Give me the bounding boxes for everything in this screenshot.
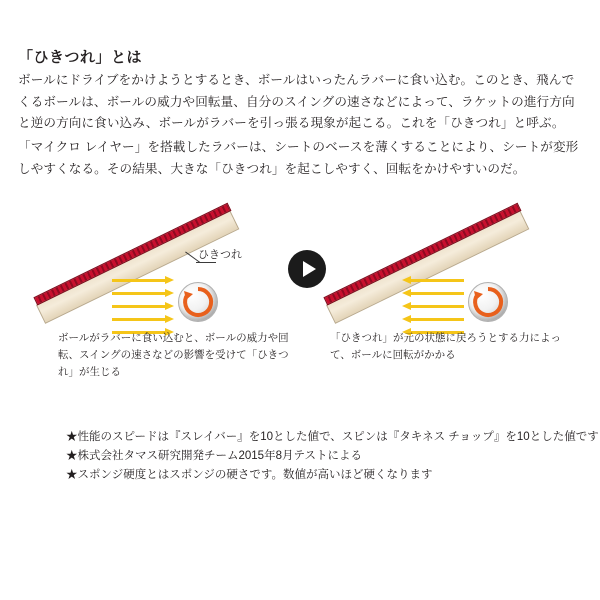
spin-arrow-icon [180, 284, 216, 320]
callout-label-hikitsure: ひきつれ [198, 249, 242, 261]
footnote-3: ★スポンジ硬度とはスポンジの硬さです。数値が高いほど硬くなります [66, 469, 433, 482]
page-title: 「ひきつれ」とは [18, 49, 143, 66]
footnote-1: ★性能のスピードは『スレイバー』を10とした値で、スピンは『タキネス チョップ』を10とした値です [66, 431, 599, 443]
ball-icon [468, 282, 508, 322]
motion-arrows-right-icon [112, 276, 174, 328]
footnote-2: ★株式会社タマス研究開発チーム2015年8月テストによる [66, 450, 363, 463]
figure-caption-left: ボールがラバーに食い込むと、ボールの威力や回転、スイングの速さなどの影響を受けて「ひきつれ」が生じる [58, 332, 289, 378]
footnotes [66, 428, 599, 485]
ball-icon [178, 282, 218, 322]
spin-arrow-icon [470, 284, 506, 320]
body-text [18, 70, 584, 180]
motion-arrows-left-icon [402, 276, 464, 328]
figure-caption-right: 「ひきつれ」が元の状態に戻ろうとする力によって、ボールに回転がかかる [330, 332, 561, 361]
body-paragraph-2: 「マイクロ レイヤー」を搭載したラバーは、シートのベースを薄くすることにより、シートが変形しやすくなる。その結果、大きな「ひきつれ」を起こしやすく、回転をかけやすいのだ。 [18, 139, 579, 176]
body-paragraph-1: ボールにドライブをかけようとするとき、ボールはいったんラバーに食い込む。このとき、飛んでくるボールは、ボールの威力や回転量、自分のスイングの速さなどによって、ラケットの進行方向と逆の方向に食い込み、ボールがラバーを引っ張る現象が起こる。これを「ひきつれ」と呼ぶ。 [18, 73, 575, 131]
